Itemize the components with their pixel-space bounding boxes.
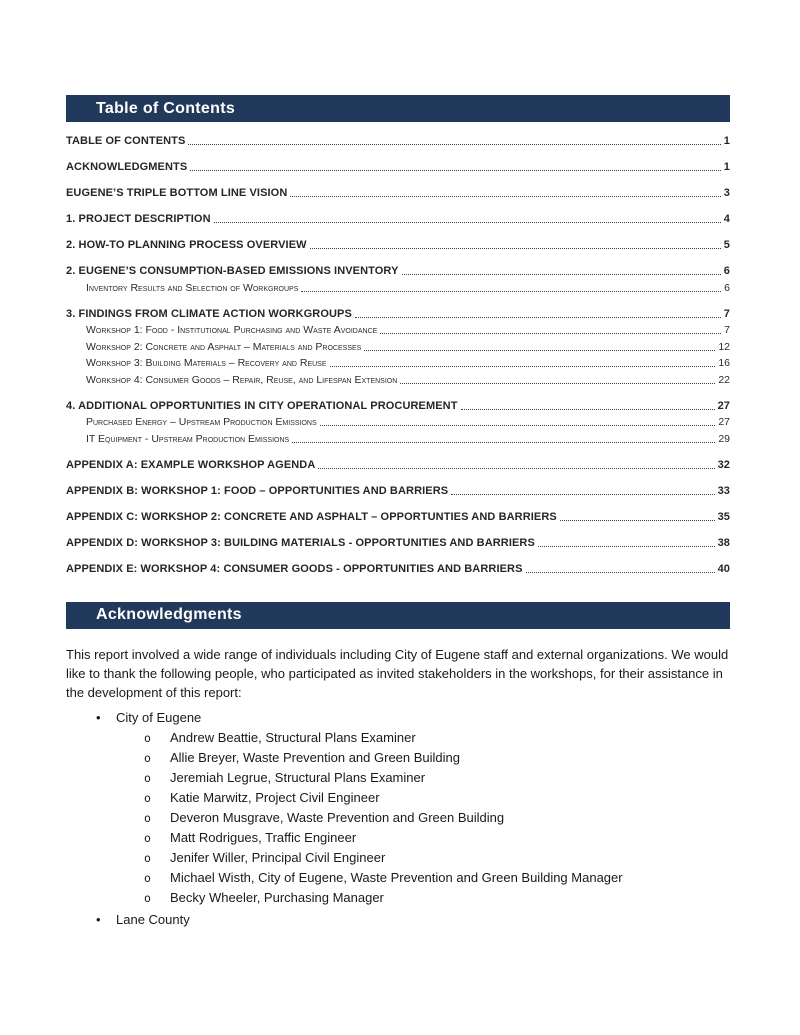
group-label: City of Eugene <box>116 710 202 726</box>
toc-entry-title: Workshop 4: Consumer Goods – Repair, Reuse, and Lifespan Extension <box>86 373 398 386</box>
circle-bullet-icon <box>144 730 170 746</box>
toc-leader-dots <box>380 324 721 334</box>
toc-leader-dots <box>560 511 715 521</box>
toc-page-number: 12 <box>718 340 730 353</box>
toc-leader-dots <box>400 374 715 384</box>
toc-entry-title: IT Equipment - Upstream Production Emissions <box>86 432 290 445</box>
toc-entry-title: Workshop 1: Food - Institutional Purchasing and Waste Avoidance <box>86 324 378 336</box>
toc-leader-dots <box>320 416 716 426</box>
toc-subentry <box>86 282 730 295</box>
toc-entry <box>66 135 730 148</box>
member-name: Matt Rodrigues, Traffic Engineer <box>170 830 357 846</box>
toc-page-number: 6 <box>724 281 730 294</box>
bullet-icon <box>96 912 116 928</box>
toc-page-number: 7 <box>724 324 730 336</box>
list-item-member <box>66 750 730 766</box>
toc-entry-title: Inventory Results and Selection of Workgroups <box>86 281 299 294</box>
toc-entry-title: ACKNOWLEDGMENTS <box>66 161 188 173</box>
member-name: Andrew Beattie, Structural Plans Examiner <box>170 730 416 746</box>
toc-leader-dots <box>355 308 721 318</box>
toc-entry-title: APPENDIX B: WORKSHOP 1: FOOD – OPPORTUNITIES AND BARRIERS <box>66 484 449 497</box>
toc-leader-dots <box>364 341 715 351</box>
toc-entry-title: Workshop 2: Concrete and Asphalt – Materials and Processes <box>86 340 362 353</box>
toc-page-number: 16 <box>718 357 730 369</box>
toc-entry-title: 2. HOW-TO PLANNING PROCESS OVERVIEW <box>66 239 307 251</box>
toc-page-number: 40 <box>717 562 730 575</box>
toc-entry <box>66 213 730 226</box>
toc-page-number: 22 <box>718 373 730 386</box>
circle-bullet-icon <box>144 870 170 886</box>
toc-subentry <box>86 324 730 337</box>
circle-bullet-icon <box>144 770 170 786</box>
toc-section-title: Table of Contents <box>96 99 236 117</box>
toc-subentry <box>86 357 730 370</box>
toc-entry-title: APPENDIX A: EXAMPLE WORKSHOP AGENDA <box>66 458 316 471</box>
toc-entry <box>66 511 730 524</box>
circle-bullet-icon <box>144 830 170 846</box>
section-header-table-of-contents <box>66 95 730 122</box>
toc-page-number: 7 <box>723 307 730 320</box>
member-name: Katie Marwitz, Project Civil Engineer <box>170 790 380 806</box>
toc-page-number: 1 <box>723 161 730 173</box>
toc-subentry <box>86 374 730 387</box>
toc-entry <box>66 161 730 174</box>
toc-leader-dots <box>538 537 715 547</box>
toc-leader-dots <box>301 282 721 292</box>
toc-subentry <box>86 433 730 446</box>
toc-entry <box>66 485 730 498</box>
toc-leader-dots <box>214 213 721 223</box>
toc-entry <box>66 459 730 472</box>
member-name: Jeremiah Legrue, Structural Plans Examiner <box>170 770 426 786</box>
toc-entry-title: APPENDIX E: WORKSHOP 4: CONSUMER GOODS - OPPORTUNITIES AND BARRIERS <box>66 562 523 575</box>
toc-entry <box>66 308 730 321</box>
toc-leader-dots <box>330 357 716 367</box>
toc-page-number: 29 <box>718 432 730 445</box>
list-item-member <box>66 830 730 846</box>
list-item-member <box>66 730 730 746</box>
toc-page-number: 3 <box>723 187 730 199</box>
toc-leader-dots <box>292 433 715 443</box>
toc-leader-dots <box>188 135 720 145</box>
circle-bullet-icon <box>144 750 170 766</box>
member-name: Allie Breyer, Waste Prevention and Green Building <box>170 750 461 766</box>
toc-entry-title: TABLE OF CONTENTS <box>66 135 186 147</box>
toc-entry <box>66 563 730 576</box>
bullet-icon <box>96 710 116 726</box>
toc-entry <box>66 400 730 413</box>
toc-page-number: 35 <box>717 510 730 523</box>
acknowledgments-section-title: Acknowledgments <box>96 606 242 623</box>
member-name: Deveron Musgrave, Waste Prevention and Green Building <box>170 810 505 826</box>
toc-page-number: 1 <box>723 135 730 147</box>
list-item-member <box>66 770 730 786</box>
section-header-acknowledgments <box>66 602 730 629</box>
toc-entry-title: 4. ADDITIONAL OPPORTUNITIES IN CITY OPERATIONAL PROCUREMENT <box>66 399 458 412</box>
toc-entry-title: Workshop 3: Building Materials – Recovery and Reuse <box>86 357 327 369</box>
toc-entry-title: 3. FINDINGS FROM CLIMATE ACTION WORKGROUPS <box>66 307 352 320</box>
toc-leader-dots <box>451 485 714 495</box>
acknowledgments-intro-paragraph: This report involved a wide range of individuals including City of Eugene staff and external organizations. We would like to thank the following people, who participated as invited stakeholders in the workshops, for their assistance in the development of this report: <box>66 646 729 700</box>
member-name: Becky Wheeler, Purchasing Manager <box>170 890 384 906</box>
member-name: Jenifer Willer, Principal Civil Engineer <box>170 850 386 866</box>
toc-page-number: 38 <box>717 536 730 549</box>
toc-page-number: 5 <box>723 239 730 251</box>
toc-page-number: 6 <box>723 265 730 277</box>
toc-entry-title: 1. PROJECT DESCRIPTION <box>66 213 211 225</box>
list-item-group <box>66 912 730 928</box>
toc-entry <box>66 239 730 252</box>
circle-bullet-icon <box>144 790 170 806</box>
toc-entry-title: APPENDIX C: WORKSHOP 2: CONCRETE AND ASPHALT – OPPORTUNTIES AND BARRIERS <box>66 510 557 523</box>
list-item-member <box>66 810 730 826</box>
toc-entry-title: Purchased Energy – Upstream Production Emissions <box>86 416 317 428</box>
toc-page-number: 4 <box>723 213 730 225</box>
circle-bullet-icon <box>144 850 170 866</box>
toc-leader-dots <box>402 265 721 275</box>
toc-page-number: 27 <box>717 399 730 412</box>
toc-entry <box>66 537 730 550</box>
toc-entry-title: APPENDIX D: WORKSHOP 3: BUILDING MATERIALS - OPPORTUNITIES AND BARRIERS <box>66 536 535 549</box>
list-item-member <box>66 790 730 806</box>
list-item-group <box>66 710 730 726</box>
toc-entry-title: EUGENE’S TRIPLE BOTTOM LINE VISION <box>66 187 288 199</box>
circle-bullet-icon <box>144 890 170 906</box>
list-item-member <box>66 890 730 906</box>
stakeholder-list <box>66 710 730 928</box>
toc-entry-title: 2. EUGENE’S CONSUMPTION-BASED EMISSIONS INVENTORY <box>66 265 399 277</box>
member-name: Michael Wisth, City of Eugene, Waste Prevention and Green Building Manager <box>170 870 623 886</box>
table-of-contents <box>66 135 730 576</box>
toc-leader-dots <box>190 161 721 171</box>
toc-entry <box>66 187 730 200</box>
toc-entry <box>66 265 730 278</box>
toc-leader-dots <box>310 239 721 249</box>
list-item-member <box>66 850 730 866</box>
toc-subentry <box>86 416 730 429</box>
toc-page-number: 32 <box>717 458 730 471</box>
toc-leader-dots <box>290 187 720 197</box>
list-item-member <box>66 870 730 886</box>
toc-page-number: 33 <box>717 484 730 497</box>
toc-leader-dots <box>318 459 714 469</box>
group-label: Lane County <box>116 912 190 928</box>
toc-page-number: 27 <box>718 416 730 428</box>
circle-bullet-icon <box>144 810 170 826</box>
toc-leader-dots <box>526 563 715 573</box>
toc-subentry <box>86 341 730 354</box>
toc-leader-dots <box>461 400 715 410</box>
